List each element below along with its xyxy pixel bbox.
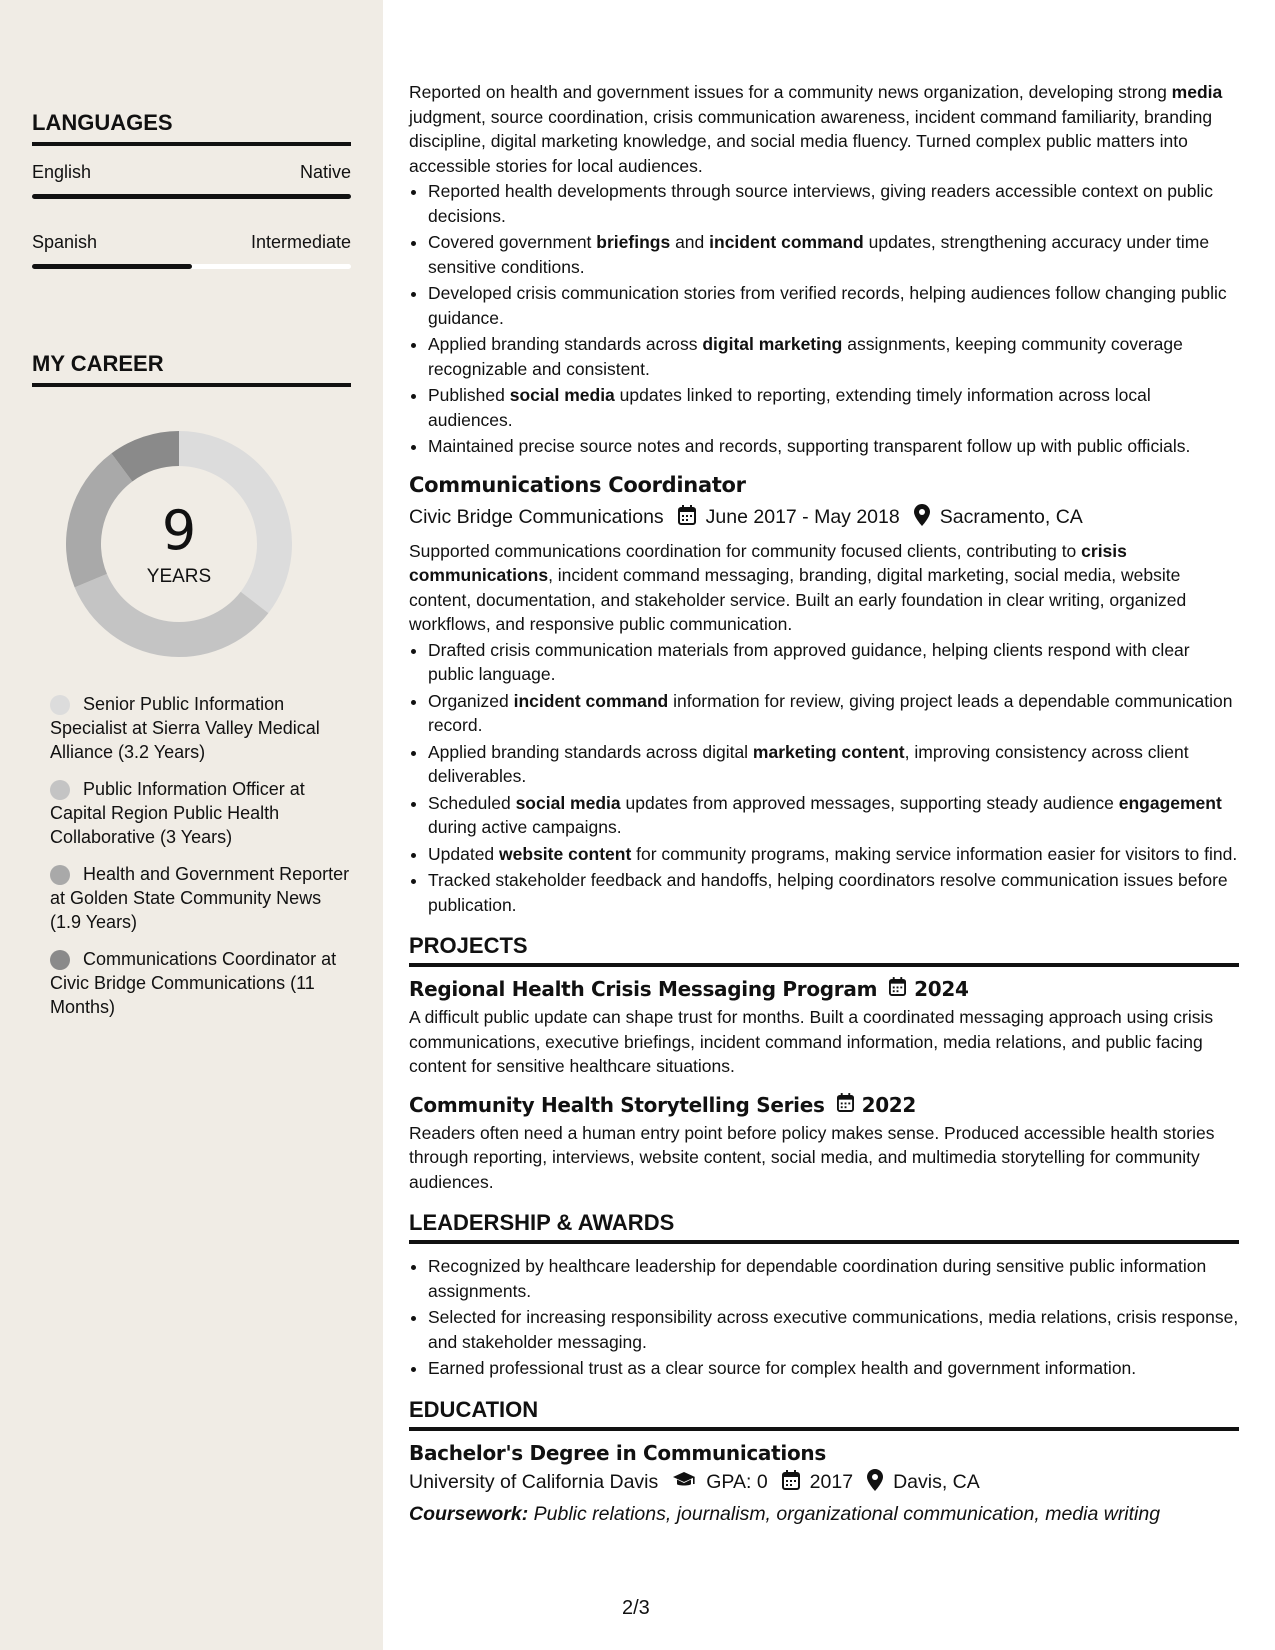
legend-dot [50,865,70,885]
legend-label: Public Information Officer at Capital Region Public Health Collaborative (3 Years) [50,779,305,847]
job-bullet: • Applied branding standards across digital marketing assignments, keeping community coverage recognizable and consistent. [428,332,1239,381]
legend-item [50,692,350,764]
calendar-icon [678,505,696,531]
calendar-icon [837,1093,854,1117]
language-level: Native [299,162,351,182]
career-total-unit: YEARS [146,566,212,587]
job-dates: June 2017 - May 2018 [705,506,900,528]
language-level: Intermediate [250,232,351,252]
job-bullet: • Reported health developments through source interviews, giving readers accessible context on public decisions. [428,179,1239,228]
job-location: Sacramento, CA [939,506,1083,528]
legend-item [50,947,350,1019]
calendar-icon [889,977,906,1001]
projects-section [409,933,1239,1194]
project-year: 2024 [914,977,969,1001]
map-pin-icon [914,504,930,532]
leadership-bullet: • Recognized by healthcare leadership for dependable coordination during sensitive public information assignments. [428,1254,1239,1303]
project-title-row [409,1093,1239,1117]
job-meta [409,504,1239,532]
language-name: Spanish [32,232,98,252]
reporter-experience [409,80,1239,459]
map-pin-icon [867,1469,883,1497]
job-bullet: • Updated website content for community programs, making service information easier for visitors to find. [428,842,1239,867]
legend-item [50,777,350,849]
job-bullet: • Tracked stakeholder feedback and handoffs, helping coordinators resolve communication issues before publication. [428,868,1239,917]
job-bullet: • Organized incident command information for review, giving project leads a dependable communication record. [428,689,1239,738]
career-total-number: 9 [161,499,197,562]
job-bullet: • Drafted crisis communication materials from approved guidance, helping clients respond with clear public language. [428,638,1239,687]
languages-heading: LANGUAGES [32,110,351,146]
sidebar [0,0,383,1650]
language-item-spanish [32,230,351,269]
job-summary: Supported communications coordination for community focused clients, contributing to crisis communications, incident command messaging, branding, digital marketing, social media, website content, documentation, and stakeholder service. Built an early foundation in clear writing, organized workflows, and responsive public communication. [409,540,1187,634]
language-proficiency-fill [32,194,351,199]
coordinator-experience [409,473,1239,918]
job-bullet: • Developed crisis communication stories from verified records, helping audiences follow changing public guidance. [428,281,1239,330]
job-bullet: • Applied branding standards across digital marketing content, improving consistency across client deliverables. [428,740,1239,789]
graduation-year: 2017 [809,1471,854,1493]
job-bullets [428,638,1239,918]
project-title-row [409,977,1239,1001]
calendar-icon [782,1470,800,1496]
projects-heading: PROJECTS [409,933,1239,967]
job-bullet: • Covered government briefings and incident command updates, strengthening accuracy under time sensitive conditions. [428,230,1239,279]
job-bullet: • Scheduled social media updates from approved messages, supporting steady audience engagement during active campaigns. [428,791,1239,840]
language-item-english [32,160,351,199]
legend-dot [50,695,70,715]
legend-dot [50,780,70,800]
project-description: A difficult public update can shape trust for months. Built a coordinated messaging approach using crisis communications, executive briefings, incident command information, media relations, and public facing content for sensitive healthcare situations. [409,1007,1214,1076]
leadership-section [409,1210,1239,1381]
job-bullet: • Maintained precise source notes and records, supporting transparent follow up with public officials. [428,434,1239,459]
job-title: Communications Coordinator [409,472,746,497]
education-meta [409,1469,1239,1497]
page-number: 2/3 [622,1597,650,1619]
project-description: Readers often need a human entry point before policy makes sense. Produced accessible health stories through reporting, interviews, website content, social media, and multimedia storytelling for community audiences. [409,1122,1215,1192]
graduation-cap-icon [672,1471,696,1495]
school-name: University of California Davis [409,1471,659,1493]
career-heading: MY CAREER [32,351,351,387]
education-heading: EDUCATION [409,1397,1239,1431]
language-proficiency-bar [32,194,351,199]
career-legend [50,692,350,1032]
main-content [409,80,1239,1526]
career-donut-chart [66,431,292,657]
language-proficiency-fill [32,264,192,269]
education-section [409,1397,1239,1526]
language-proficiency-bar [32,264,351,269]
coursework [409,1503,1239,1526]
leadership-bullets [428,1254,1239,1381]
legend-label: Health and Government Reporter at Golden State Community News (1.9 Years) [50,864,350,932]
school-location: Davis, CA [893,1471,980,1493]
legend-item [50,862,350,934]
legend-dot [50,950,70,970]
language-name: English [32,162,92,182]
leadership-bullet: • Selected for increasing responsibility across executive communications, media relations, crisis response, and stakeholder messaging. [428,1305,1239,1354]
job-bullets [428,179,1239,459]
leadership-heading: LEADERSHIP & AWARDS [409,1210,1239,1244]
coursework-label: Coursework: [409,1502,529,1525]
legend-label: Communications Coordinator at Civic Bridge Communications (11 Months) [50,949,337,1017]
gpa: GPA: 0 [706,1471,768,1493]
project-title: Regional Health Crisis Messaging Program [409,977,878,1001]
coursework-text: Public relations, journalism, organizational communication, media writing [533,1502,1161,1525]
job-summary: Reported on health and government issues for a community news organization, developing strong media judgment, source coordination, crisis communication awareness, incident command familiarity, branding discipline, digital marketing knowledge, and social media fluency. Turned complex public matters into accessible stories for local audiences. [409,82,1223,176]
degree-title [409,1441,1239,1465]
degree-name: Bachelor's Degree in Communications [409,1440,826,1465]
project-title: Community Health Storytelling Series [409,1092,825,1117]
company-name: Civic Bridge Communications [409,506,664,528]
project-year: 2022 [861,1092,917,1117]
leadership-bullet: • Earned professional trust as a clear source for complex health and government information. [428,1356,1239,1381]
job-bullet: • Published social media updates linked to reporting, extending timely information across local audiences. [428,383,1239,432]
donut-center [66,431,292,657]
legend-label: Senior Public Information Specialist at Sierra Valley Medical Alliance (3.2 Years) [50,694,320,762]
